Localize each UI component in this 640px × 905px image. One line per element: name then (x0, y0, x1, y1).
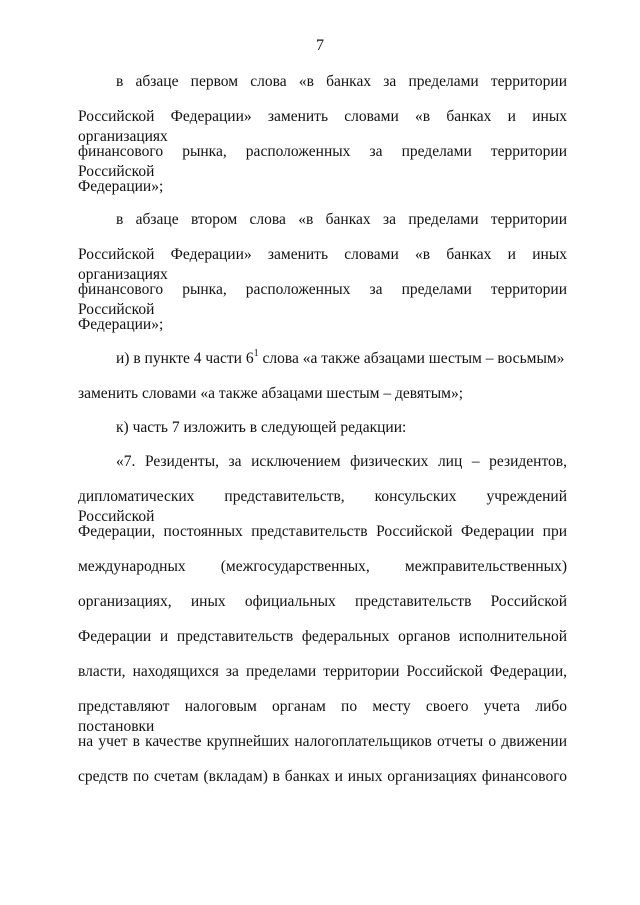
text-line: заменить словами «а также абзацами шестым – девятым»; (78, 385, 464, 402)
text-line: дипломатических представительств, консульских учреждений Российской (78, 488, 567, 525)
text-line: в абзаце первом слова «в банках за пределами территории (116, 73, 567, 90)
text-line: средств по счетам (вкладам) в банках и иных организациях финансового (78, 768, 567, 785)
text-line: к) часть 7 изложить в следующей редакции: (116, 419, 407, 436)
text-line: представляют налоговым органам по месту своего учета либо постановки (78, 698, 567, 735)
text-line: международных (межгосударственных, межправительственных) (78, 558, 567, 575)
text-line: на учет в качестве крупнейших налогоплательщиков отчеты о движении (78, 733, 567, 750)
text-line: организациях, иных официальных представительств Российской (78, 593, 567, 610)
text-line: власти, находящихся за пределами территории Российской Федерации, (78, 663, 567, 680)
text-line: Российской Федерации» заменить словами «в банках и иных организациях (78, 108, 567, 145)
text-line: финансового рынка, расположенных за пределами территории Российской (78, 143, 567, 180)
superscript: 1 (253, 348, 259, 359)
text-line: Федерации и представительств федеральных органов исполнительной (78, 628, 567, 645)
text-line: Федерации»; (78, 316, 164, 333)
page-number: 7 (316, 37, 324, 54)
text-line: Российской Федерации» заменить словами «в банках и иных организациях (78, 246, 567, 283)
text-line: в абзаце втором слова «в банках за пределами территории (116, 211, 567, 228)
text-line: финансового рынка, расположенных за пределами территории Российской (78, 281, 567, 318)
text-line: Федерации»; (78, 178, 164, 195)
text-line (116, 349, 567, 369)
text-line: «7. Резиденты, за исключением физических лиц – резидентов, (116, 453, 567, 470)
text-fragment: и) в пункте 4 части 6 (116, 350, 254, 367)
text-line: Федерации, постоянных представительств Российской Федерации при (78, 523, 567, 540)
text-fragment: слова «а также абзацами шестым – восьмым» (258, 350, 565, 367)
